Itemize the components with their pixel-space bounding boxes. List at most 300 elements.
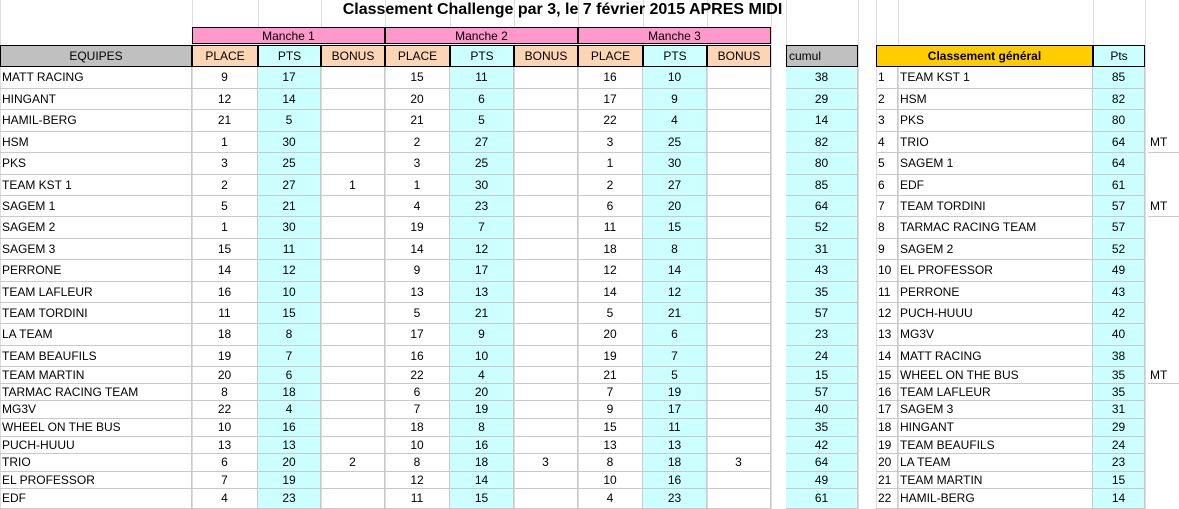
place-cell[interactable]: 8	[578, 454, 643, 472]
pts-cell[interactable]: 14	[450, 472, 514, 489]
place-cell[interactable]: 11	[578, 217, 643, 239]
pts-cell[interactable]: 30	[258, 132, 321, 153]
place-cell[interactable]: 1	[385, 175, 450, 196]
place-cell[interactable]: 18	[192, 324, 258, 346]
pts-cell[interactable]: 18	[258, 384, 321, 401]
bonus-cell[interactable]: 3	[707, 454, 771, 472]
place-cell[interactable]: 5	[578, 303, 643, 324]
pts-cell[interactable]: 11	[643, 419, 707, 437]
place-cell[interactable]: 10	[192, 419, 258, 437]
bonus-cell[interactable]	[707, 367, 771, 384]
pts-cell[interactable]: 7	[258, 346, 321, 367]
bonus-cell[interactable]	[514, 282, 578, 303]
place-cell[interactable]: 5	[385, 303, 450, 324]
bonus-cell[interactable]	[321, 67, 385, 89]
general-pts[interactable]: 57	[1093, 217, 1145, 239]
team-name[interactable]: EDF	[0, 489, 192, 509]
cumul-cell[interactable]: 29	[786, 89, 858, 110]
bonus-cell[interactable]	[514, 489, 578, 509]
place-cell[interactable]: 2	[192, 175, 258, 196]
general-pts[interactable]: 23	[1093, 454, 1145, 472]
pts-cell[interactable]: 18	[450, 454, 514, 472]
pts-cell[interactable]: 16	[258, 419, 321, 437]
general-pts[interactable]: 42	[1093, 303, 1145, 324]
general-rank[interactable]: 3	[876, 110, 898, 132]
pts-cell[interactable]: 17	[258, 67, 321, 89]
pts-cell[interactable]: 17	[643, 401, 707, 419]
pts-cell[interactable]: 15	[258, 303, 321, 324]
team-name[interactable]: TEAM LAFLEUR	[0, 282, 192, 303]
general-team[interactable]: TRIO	[898, 132, 1093, 153]
general-pts[interactable]: 24	[1093, 437, 1145, 454]
bonus-cell[interactable]	[514, 239, 578, 260]
general-rank[interactable]: 7	[876, 196, 898, 217]
bonus-cell[interactable]	[707, 419, 771, 437]
bonus-cell[interactable]	[707, 89, 771, 110]
team-name[interactable]: PERRONE	[0, 260, 192, 282]
general-rank[interactable]: 11	[876, 282, 898, 303]
bonus-cell[interactable]	[707, 303, 771, 324]
place-cell[interactable]: 12	[385, 472, 450, 489]
bonus-cell[interactable]: 2	[321, 454, 385, 472]
general-rank[interactable]: 9	[876, 239, 898, 260]
team-name[interactable]: HSM	[0, 132, 192, 153]
pts-cell[interactable]: 10	[643, 67, 707, 89]
general-team[interactable]: MATT RACING	[898, 346, 1093, 367]
pts-cell[interactable]: 8	[450, 419, 514, 437]
pts-cell[interactable]: 30	[643, 153, 707, 175]
general-rank[interactable]: 19	[876, 437, 898, 454]
general-pts[interactable]: 40	[1093, 324, 1145, 346]
general-pts[interactable]: 43	[1093, 282, 1145, 303]
pts-cell[interactable]: 23	[258, 489, 321, 509]
bonus-cell[interactable]	[321, 153, 385, 175]
bonus-cell[interactable]: 3	[514, 454, 578, 472]
general-rank[interactable]: 5	[876, 153, 898, 175]
place-cell[interactable]: 6	[192, 454, 258, 472]
pts-cell[interactable]: 20	[258, 454, 321, 472]
bonus-cell[interactable]	[514, 153, 578, 175]
bonus-cell[interactable]	[707, 437, 771, 454]
bonus-cell[interactable]	[707, 282, 771, 303]
cumul-cell[interactable]: 82	[786, 132, 858, 153]
bonus-cell[interactable]	[514, 89, 578, 110]
place-cell[interactable]: 12	[192, 89, 258, 110]
bonus-cell[interactable]	[707, 472, 771, 489]
general-team[interactable]: HAMIL-BERG	[898, 489, 1093, 509]
place-cell[interactable]: 7	[192, 472, 258, 489]
place-cell[interactable]: 11	[385, 489, 450, 509]
pts-cell[interactable]: 19	[258, 472, 321, 489]
place-cell[interactable]: 14	[192, 260, 258, 282]
general-rank[interactable]: 17	[876, 401, 898, 419]
cumul-cell[interactable]: 40	[786, 401, 858, 419]
bonus-cell[interactable]	[707, 217, 771, 239]
bonus-cell[interactable]	[514, 437, 578, 454]
bonus-cell[interactable]	[321, 401, 385, 419]
place-cell[interactable]: 13	[578, 437, 643, 454]
bonus-cell[interactable]	[514, 346, 578, 367]
place-cell[interactable]: 21	[192, 110, 258, 132]
general-team[interactable]: TEAM TORDINI	[898, 196, 1093, 217]
place-cell[interactable]: 3	[385, 153, 450, 175]
general-rank[interactable]: 13	[876, 324, 898, 346]
pts-cell[interactable]: 17	[450, 260, 514, 282]
bonus-cell[interactable]	[321, 282, 385, 303]
pts-cell[interactable]: 4	[258, 401, 321, 419]
bonus-cell[interactable]	[321, 260, 385, 282]
general-team[interactable]: PUCH-HUUU	[898, 303, 1093, 324]
general-pts[interactable]: 29	[1093, 419, 1145, 437]
place-cell[interactable]: 9	[385, 260, 450, 282]
bonus-cell[interactable]	[514, 324, 578, 346]
bonus-cell[interactable]	[707, 260, 771, 282]
bonus-cell[interactable]	[321, 217, 385, 239]
place-cell[interactable]: 6	[578, 196, 643, 217]
general-pts[interactable]: 57	[1093, 196, 1145, 217]
bonus-cell[interactable]	[707, 239, 771, 260]
cumul-cell[interactable]: 23	[786, 324, 858, 346]
cumul-cell[interactable]: 64	[786, 454, 858, 472]
cumul-cell[interactable]: 85	[786, 175, 858, 196]
general-rank[interactable]: 10	[876, 260, 898, 282]
bonus-cell[interactable]	[514, 175, 578, 196]
place-cell[interactable]: 22	[385, 367, 450, 384]
pts-cell[interactable]: 12	[258, 260, 321, 282]
pts-cell[interactable]: 5	[643, 367, 707, 384]
pts-cell[interactable]: 10	[258, 282, 321, 303]
general-note[interactable]: MT	[1148, 367, 1179, 384]
general-pts[interactable]: 61	[1093, 175, 1145, 196]
general-rank[interactable]: 20	[876, 454, 898, 472]
bonus-cell[interactable]	[707, 196, 771, 217]
place-cell[interactable]: 12	[578, 260, 643, 282]
team-name[interactable]: HAMIL-BERG	[0, 110, 192, 132]
general-team[interactable]: TEAM LAFLEUR	[898, 384, 1093, 401]
general-pts[interactable]: 35	[1093, 384, 1145, 401]
place-cell[interactable]: 14	[385, 239, 450, 260]
bonus-cell[interactable]	[707, 175, 771, 196]
pts-cell[interactable]: 19	[450, 401, 514, 419]
general-team[interactable]: EDF	[898, 175, 1093, 196]
place-cell[interactable]: 11	[192, 303, 258, 324]
general-rank[interactable]: 2	[876, 89, 898, 110]
bonus-cell[interactable]	[707, 132, 771, 153]
pts-cell[interactable]: 15	[643, 217, 707, 239]
general-pts[interactable]: 52	[1093, 239, 1145, 260]
bonus-cell[interactable]	[514, 472, 578, 489]
place-cell[interactable]: 3	[192, 153, 258, 175]
cumul-cell[interactable]: 14	[786, 110, 858, 132]
general-rank[interactable]: 15	[876, 367, 898, 384]
place-cell[interactable]: 8	[192, 384, 258, 401]
place-cell[interactable]: 20	[192, 367, 258, 384]
cumul-cell[interactable]: 61	[786, 489, 858, 509]
team-name[interactable]: TEAM KST 1	[0, 175, 192, 196]
pts-cell[interactable]: 23	[450, 196, 514, 217]
pts-cell[interactable]: 4	[643, 110, 707, 132]
place-cell[interactable]: 1	[192, 132, 258, 153]
pts-cell[interactable]: 13	[450, 282, 514, 303]
place-cell[interactable]: 17	[385, 324, 450, 346]
pts-cell[interactable]: 12	[450, 239, 514, 260]
team-name[interactable]: TEAM BEAUFILS	[0, 346, 192, 367]
pts-cell[interactable]: 14	[258, 89, 321, 110]
general-pts[interactable]: 49	[1093, 260, 1145, 282]
pts-cell[interactable]: 7	[450, 217, 514, 239]
bonus-cell[interactable]	[321, 132, 385, 153]
pts-cell[interactable]: 27	[450, 132, 514, 153]
bonus-cell[interactable]	[321, 384, 385, 401]
bonus-cell[interactable]	[707, 67, 771, 89]
pts-cell[interactable]: 6	[643, 324, 707, 346]
team-name[interactable]: TEAM TORDINI	[0, 303, 192, 324]
general-rank[interactable]: 14	[876, 346, 898, 367]
general-rank[interactable]: 6	[876, 175, 898, 196]
bonus-cell[interactable]	[514, 303, 578, 324]
place-cell[interactable]: 8	[385, 454, 450, 472]
pts-cell[interactable]: 20	[643, 196, 707, 217]
general-pts[interactable]: 35	[1093, 367, 1145, 384]
bonus-cell[interactable]	[514, 419, 578, 437]
general-team[interactable]: WHEEL ON THE BUS	[898, 367, 1093, 384]
general-team[interactable]: MG3V	[898, 324, 1093, 346]
bonus-cell[interactable]	[514, 384, 578, 401]
team-name[interactable]: SAGEM 3	[0, 239, 192, 260]
bonus-cell[interactable]	[707, 346, 771, 367]
place-cell[interactable]: 20	[385, 89, 450, 110]
bonus-cell[interactable]	[514, 217, 578, 239]
general-rank[interactable]: 12	[876, 303, 898, 324]
place-cell[interactable]: 18	[385, 419, 450, 437]
bonus-cell[interactable]	[321, 196, 385, 217]
cumul-cell[interactable]: 15	[786, 367, 858, 384]
team-name[interactable]: MG3V	[0, 401, 192, 419]
place-cell[interactable]: 15	[578, 419, 643, 437]
place-cell[interactable]: 1	[192, 217, 258, 239]
general-pts[interactable]: 15	[1093, 472, 1145, 489]
cumul-cell[interactable]: 42	[786, 437, 858, 454]
general-pts[interactable]: 80	[1093, 110, 1145, 132]
cumul-cell[interactable]: 57	[786, 303, 858, 324]
pts-cell[interactable]: 8	[258, 324, 321, 346]
place-cell[interactable]: 17	[578, 89, 643, 110]
pts-cell[interactable]: 16	[643, 472, 707, 489]
bonus-cell[interactable]	[321, 367, 385, 384]
pts-cell[interactable]: 25	[643, 132, 707, 153]
place-cell[interactable]: 9	[578, 401, 643, 419]
cumul-cell[interactable]: 80	[786, 153, 858, 175]
place-cell[interactable]: 4	[385, 196, 450, 217]
pts-cell[interactable]: 27	[258, 175, 321, 196]
place-cell[interactable]: 7	[578, 384, 643, 401]
bonus-cell[interactable]	[514, 67, 578, 89]
place-cell[interactable]: 16	[385, 346, 450, 367]
team-name[interactable]: PKS	[0, 153, 192, 175]
place-cell[interactable]: 13	[192, 437, 258, 454]
pts-cell[interactable]: 5	[258, 110, 321, 132]
pts-cell[interactable]: 6	[450, 89, 514, 110]
bonus-cell[interactable]	[707, 324, 771, 346]
pts-cell[interactable]: 4	[450, 367, 514, 384]
pts-cell[interactable]: 14	[643, 260, 707, 282]
team-name[interactable]: SAGEM 2	[0, 217, 192, 239]
pts-cell[interactable]: 16	[450, 437, 514, 454]
general-note[interactable]: MT	[1148, 132, 1179, 153]
place-cell[interactable]: 19	[578, 346, 643, 367]
bonus-cell[interactable]	[707, 153, 771, 175]
bonus-cell[interactable]	[514, 367, 578, 384]
place-cell[interactable]: 16	[578, 67, 643, 89]
place-cell[interactable]: 20	[578, 324, 643, 346]
general-rank[interactable]: 16	[876, 384, 898, 401]
general-team[interactable]: TEAM MARTIN	[898, 472, 1093, 489]
general-rank[interactable]: 22	[876, 489, 898, 509]
general-rank[interactable]: 8	[876, 217, 898, 239]
bonus-cell[interactable]	[321, 437, 385, 454]
pts-cell[interactable]: 11	[258, 239, 321, 260]
pts-cell[interactable]: 15	[450, 489, 514, 509]
place-cell[interactable]: 4	[192, 489, 258, 509]
general-team[interactable]: PKS	[898, 110, 1093, 132]
place-cell[interactable]: 10	[578, 472, 643, 489]
cumul-cell[interactable]: 52	[786, 217, 858, 239]
bonus-cell[interactable]	[707, 110, 771, 132]
pts-cell[interactable]: 9	[643, 89, 707, 110]
general-rank[interactable]: 4	[876, 132, 898, 153]
general-team[interactable]: TARMAC RACING TEAM	[898, 217, 1093, 239]
team-name[interactable]: SAGEM 1	[0, 196, 192, 217]
general-team[interactable]: SAGEM 2	[898, 239, 1093, 260]
general-team[interactable]: HSM	[898, 89, 1093, 110]
place-cell[interactable]: 2	[578, 175, 643, 196]
pts-cell[interactable]: 30	[450, 175, 514, 196]
cumul-cell[interactable]: 35	[786, 419, 858, 437]
place-cell[interactable]: 10	[385, 437, 450, 454]
bonus-cell[interactable]	[321, 239, 385, 260]
cumul-cell[interactable]: 64	[786, 196, 858, 217]
general-pts[interactable]: 14	[1093, 489, 1145, 509]
pts-cell[interactable]: 21	[258, 196, 321, 217]
place-cell[interactable]: 5	[192, 196, 258, 217]
team-name[interactable]: LA TEAM	[0, 324, 192, 346]
bonus-cell[interactable]	[321, 89, 385, 110]
team-name[interactable]: TRIO	[0, 454, 192, 472]
general-team[interactable]: PERRONE	[898, 282, 1093, 303]
bonus-cell[interactable]	[321, 324, 385, 346]
pts-cell[interactable]: 9	[450, 324, 514, 346]
pts-cell[interactable]: 19	[643, 384, 707, 401]
team-name[interactable]: MATT RACING	[0, 67, 192, 89]
team-name[interactable]: EL PROFESSOR	[0, 472, 192, 489]
bonus-cell[interactable]	[321, 419, 385, 437]
bonus-cell[interactable]	[321, 472, 385, 489]
pts-cell[interactable]: 25	[258, 153, 321, 175]
pts-cell[interactable]: 8	[643, 239, 707, 260]
pts-cell[interactable]: 30	[258, 217, 321, 239]
pts-cell[interactable]: 5	[450, 110, 514, 132]
pts-cell[interactable]: 13	[643, 437, 707, 454]
bonus-cell[interactable]	[321, 303, 385, 324]
place-cell[interactable]: 19	[192, 346, 258, 367]
team-name[interactable]: TEAM MARTIN	[0, 367, 192, 384]
pts-cell[interactable]: 11	[450, 67, 514, 89]
place-cell[interactable]: 3	[578, 132, 643, 153]
pts-cell[interactable]: 23	[643, 489, 707, 509]
pts-cell[interactable]: 12	[643, 282, 707, 303]
bonus-cell[interactable]	[514, 132, 578, 153]
place-cell[interactable]: 15	[192, 239, 258, 260]
general-team[interactable]: HINGANT	[898, 419, 1093, 437]
bonus-cell[interactable]	[321, 489, 385, 509]
team-name[interactable]: HINGANT	[0, 89, 192, 110]
bonus-cell[interactable]	[321, 110, 385, 132]
place-cell[interactable]: 19	[385, 217, 450, 239]
team-name[interactable]: TARMAC RACING TEAM	[0, 384, 192, 401]
general-note[interactable]: MT	[1148, 196, 1179, 217]
pts-cell[interactable]: 10	[450, 346, 514, 367]
bonus-cell[interactable]	[707, 401, 771, 419]
general-team[interactable]: SAGEM 1	[898, 153, 1093, 175]
general-rank[interactable]: 18	[876, 419, 898, 437]
place-cell[interactable]: 21	[578, 367, 643, 384]
cumul-cell[interactable]: 38	[786, 67, 858, 89]
general-team[interactable]: EL PROFESSOR	[898, 260, 1093, 282]
place-cell[interactable]: 22	[192, 401, 258, 419]
place-cell[interactable]: 2	[385, 132, 450, 153]
general-pts[interactable]: 64	[1093, 132, 1145, 153]
pts-cell[interactable]: 21	[450, 303, 514, 324]
pts-cell[interactable]: 27	[643, 175, 707, 196]
cumul-cell[interactable]: 31	[786, 239, 858, 260]
team-name[interactable]: PUCH-HUUU	[0, 437, 192, 454]
cumul-cell[interactable]: 43	[786, 260, 858, 282]
general-pts[interactable]: 31	[1093, 401, 1145, 419]
bonus-cell[interactable]: 1	[321, 175, 385, 196]
place-cell[interactable]: 21	[385, 110, 450, 132]
general-team[interactable]: TEAM BEAUFILS	[898, 437, 1093, 454]
cumul-cell[interactable]: 24	[786, 346, 858, 367]
general-pts[interactable]: 82	[1093, 89, 1145, 110]
cumul-cell[interactable]: 57	[786, 384, 858, 401]
place-cell[interactable]: 7	[385, 401, 450, 419]
pts-cell[interactable]: 18	[643, 454, 707, 472]
general-pts[interactable]: 64	[1093, 153, 1145, 175]
general-rank[interactable]: 21	[876, 472, 898, 489]
pts-cell[interactable]: 6	[258, 367, 321, 384]
place-cell[interactable]: 14	[578, 282, 643, 303]
pts-cell[interactable]: 20	[450, 384, 514, 401]
cumul-cell[interactable]: 35	[786, 282, 858, 303]
place-cell[interactable]: 16	[192, 282, 258, 303]
pts-cell[interactable]: 7	[643, 346, 707, 367]
cumul-cell[interactable]: 49	[786, 472, 858, 489]
place-cell[interactable]: 22	[578, 110, 643, 132]
bonus-cell[interactable]	[514, 110, 578, 132]
bonus-cell[interactable]	[707, 489, 771, 509]
place-cell[interactable]: 9	[192, 67, 258, 89]
pts-cell[interactable]: 25	[450, 153, 514, 175]
place-cell[interactable]: 15	[385, 67, 450, 89]
place-cell[interactable]: 13	[385, 282, 450, 303]
pts-cell[interactable]: 13	[258, 437, 321, 454]
general-pts[interactable]: 85	[1093, 67, 1145, 89]
place-cell[interactable]: 1	[578, 153, 643, 175]
place-cell[interactable]: 18	[578, 239, 643, 260]
general-team[interactable]: LA TEAM	[898, 454, 1093, 472]
bonus-cell[interactable]	[514, 196, 578, 217]
general-team[interactable]: TEAM KST 1	[898, 67, 1093, 89]
